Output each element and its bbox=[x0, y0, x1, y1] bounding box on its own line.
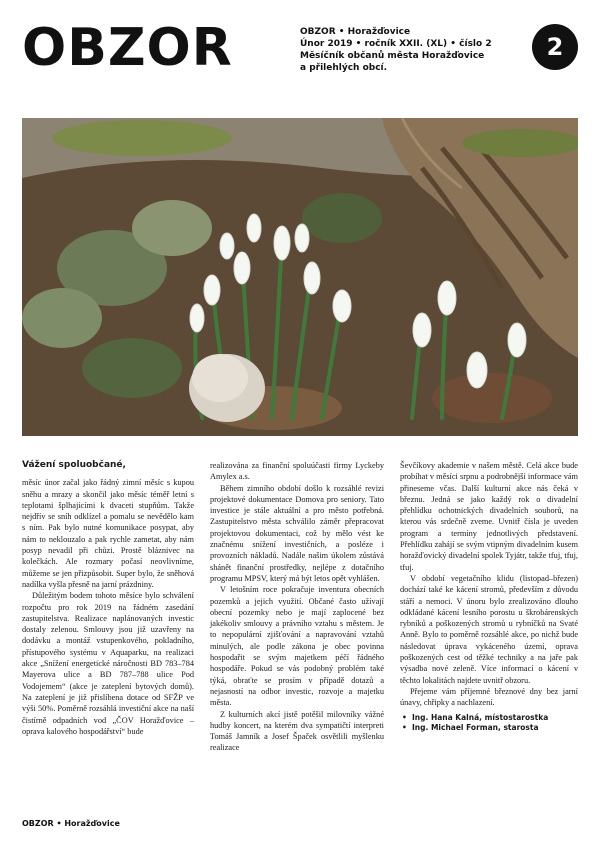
issue-info-line: Únor 2019 • ročník XXII. (XL) • číslo 2 bbox=[300, 39, 492, 49]
article-paragraph: Z kulturních akcí jistě potěšil milovníky vážné hudby koncert, na kterém dva sympatičtí interpreti Tomáš Jamník a Josef Špaček osvětlili myšlenku realizace bbox=[210, 709, 384, 753]
article-column-3 bbox=[400, 460, 578, 733]
issue-number-badge: 2 bbox=[532, 24, 578, 70]
article-column-2 bbox=[210, 460, 384, 754]
issue-info-line: OBZOR • Horažďovice bbox=[300, 27, 411, 37]
newspaper-logo: OBZOR bbox=[22, 18, 233, 78]
issue-info-line: Měsíčník občanů města Horažďovice bbox=[300, 51, 485, 61]
masthead bbox=[22, 18, 578, 102]
article-paragraph: Důležitým bodem tohoto měsíce bylo schválení rozpočtu pro rok 2019 na řádném zasedání zastupitelstva. Realizace naplánovaných investic dostaly zelenou. Smlouvy jsou již uzavřeny na dodávku a montáž vstupenkového, pokladního, přístupového systému v Aquaparku, na realizaci akce „Snížení energetické náročnosti BD 783–784 Mayerova ulice a BD 787–788 ulice Pod Vodojemem“ (akce je zateplení bytových domů). Na zateplení je již přislíbena dotace od SFŽP ve výši 50%. Poměrně rozsáhlá investiční akce na naší čistírně odpadních vod „ČOV Horažďovice – oprava kalového hospodářství“ bude bbox=[22, 591, 194, 736]
article-paragraph: realizována za finanční spoluúčasti firmy Lyckeby Amylex a.s. bbox=[210, 461, 384, 482]
page-footer: OBZOR • Horažďovice bbox=[22, 819, 120, 828]
article-paragraph: V období vegetačního klidu (listopad–březen) dochází také ke kácení stromů, především z důvodu stáří a nemoci. V únoru bylo zrealizováno dlouho odkládané kácení lesního porostu u škrobárenských rybníků a poškozených stromů u rybníčků na Svaté Anně. Bylo to poměrně rozsáhlé akce, po nichž bude následovat úprava vykáceného území, oprava poškozených cest od těžké techniky a na jaře pak výsadba nové zeleně. Více informací o kácení v těchto lokalitách najdete uvnitř obzoru. bbox=[400, 573, 578, 685]
issue-info-line: a přilehlých obcí. bbox=[300, 63, 388, 73]
signatures bbox=[400, 713, 578, 733]
issue-info bbox=[300, 26, 492, 74]
article-greeting: Vážení spoluobčané, bbox=[22, 460, 126, 470]
article-paragraph: Přejeme vám příjemné březnové dny bez jarní únavy, chřipky a nachlazení. bbox=[400, 686, 578, 708]
article-column-1 bbox=[22, 460, 194, 737]
signature-mayor: • Ing. Michael Forman, starosta bbox=[400, 723, 578, 733]
cover-photo-snowdrops bbox=[22, 118, 578, 436]
article-paragraph: Během zimního období došlo k rozsáhlé revizi projektové dokumentace Domova pro seniory. Tato investice je stále aktuální a pro město potřebná. Zastupitelstvo města schválilo záměr přepracovat projektovou dokumentaci, což by mělo vést ke značnému snížení investičních, a posléze i provozních nákladů. Nadále našim úkolem zůstává shánět finanční prostředky, nejlépe z dotačního programu MPSV, který má být letos opět vyhlášen. bbox=[210, 483, 384, 583]
article-paragraph: Ševčíkovy akademie v našem městě. Celá akce bude probíhat v měsíci srpnu a podrobnější informace vám přineseme včas. Další kulturní akce nás čeká v březnu. Jedná se jako každý rok o divadelní přehlídku ochotnických divadelních souborů, na kterou vás srdečně zveme. Uvnitř čísla je uveden program a termíny jednotlivých představení. Přehlídku zahájí se svým vtipným divadelním kusem horažďovický divadelní spolek Tyjátr, takže tfuj, tfuj, tfuj. bbox=[400, 461, 578, 572]
signature-deputy-mayor: • Ing. Hana Kalná, místostarostka bbox=[400, 713, 578, 723]
article-paragraph: měsíc únor začal jako řádný zimní měsíc s kupou sněhu a mrazy a skončil jako měsíc téměř letní s teplotami šplhajícími k dvaceti stupňům. Takže nejdřív se sníh odklízel a pomalu se nevědělo kam s ním. Pak bylo nutné komunikace posypat, aby nám to neklouzalo a pak rychle zametat, aby nám posyp nevadil při chůzi. Prostě bláznivec na kolečkách. Ale rozmary počasí neovlivníme, můžeme se jen přizpůsobit. Super bylo, že sněhová nadílka vyšla přesně na jarní prázdniny. bbox=[22, 478, 194, 589]
article-paragraph: V letošním roce pokračuje inventura obecních pozemků a jejich využití. Občané často užívají obecní pozemky nebo je mají zaplocené bez jakékoliv smlouvy a právního vztahu s městem. Je to nepopulární zjišťování a napravování vztahů minulých, ale podle zákona je obec povinna hospodařit se svým majetkem péčí řádného hospodáře. Pokud se vás podobný problém také týká, obraťte se prosím v případě dotazů a nejasností na odbor investic, rozvoje a majetku města. bbox=[210, 585, 384, 708]
